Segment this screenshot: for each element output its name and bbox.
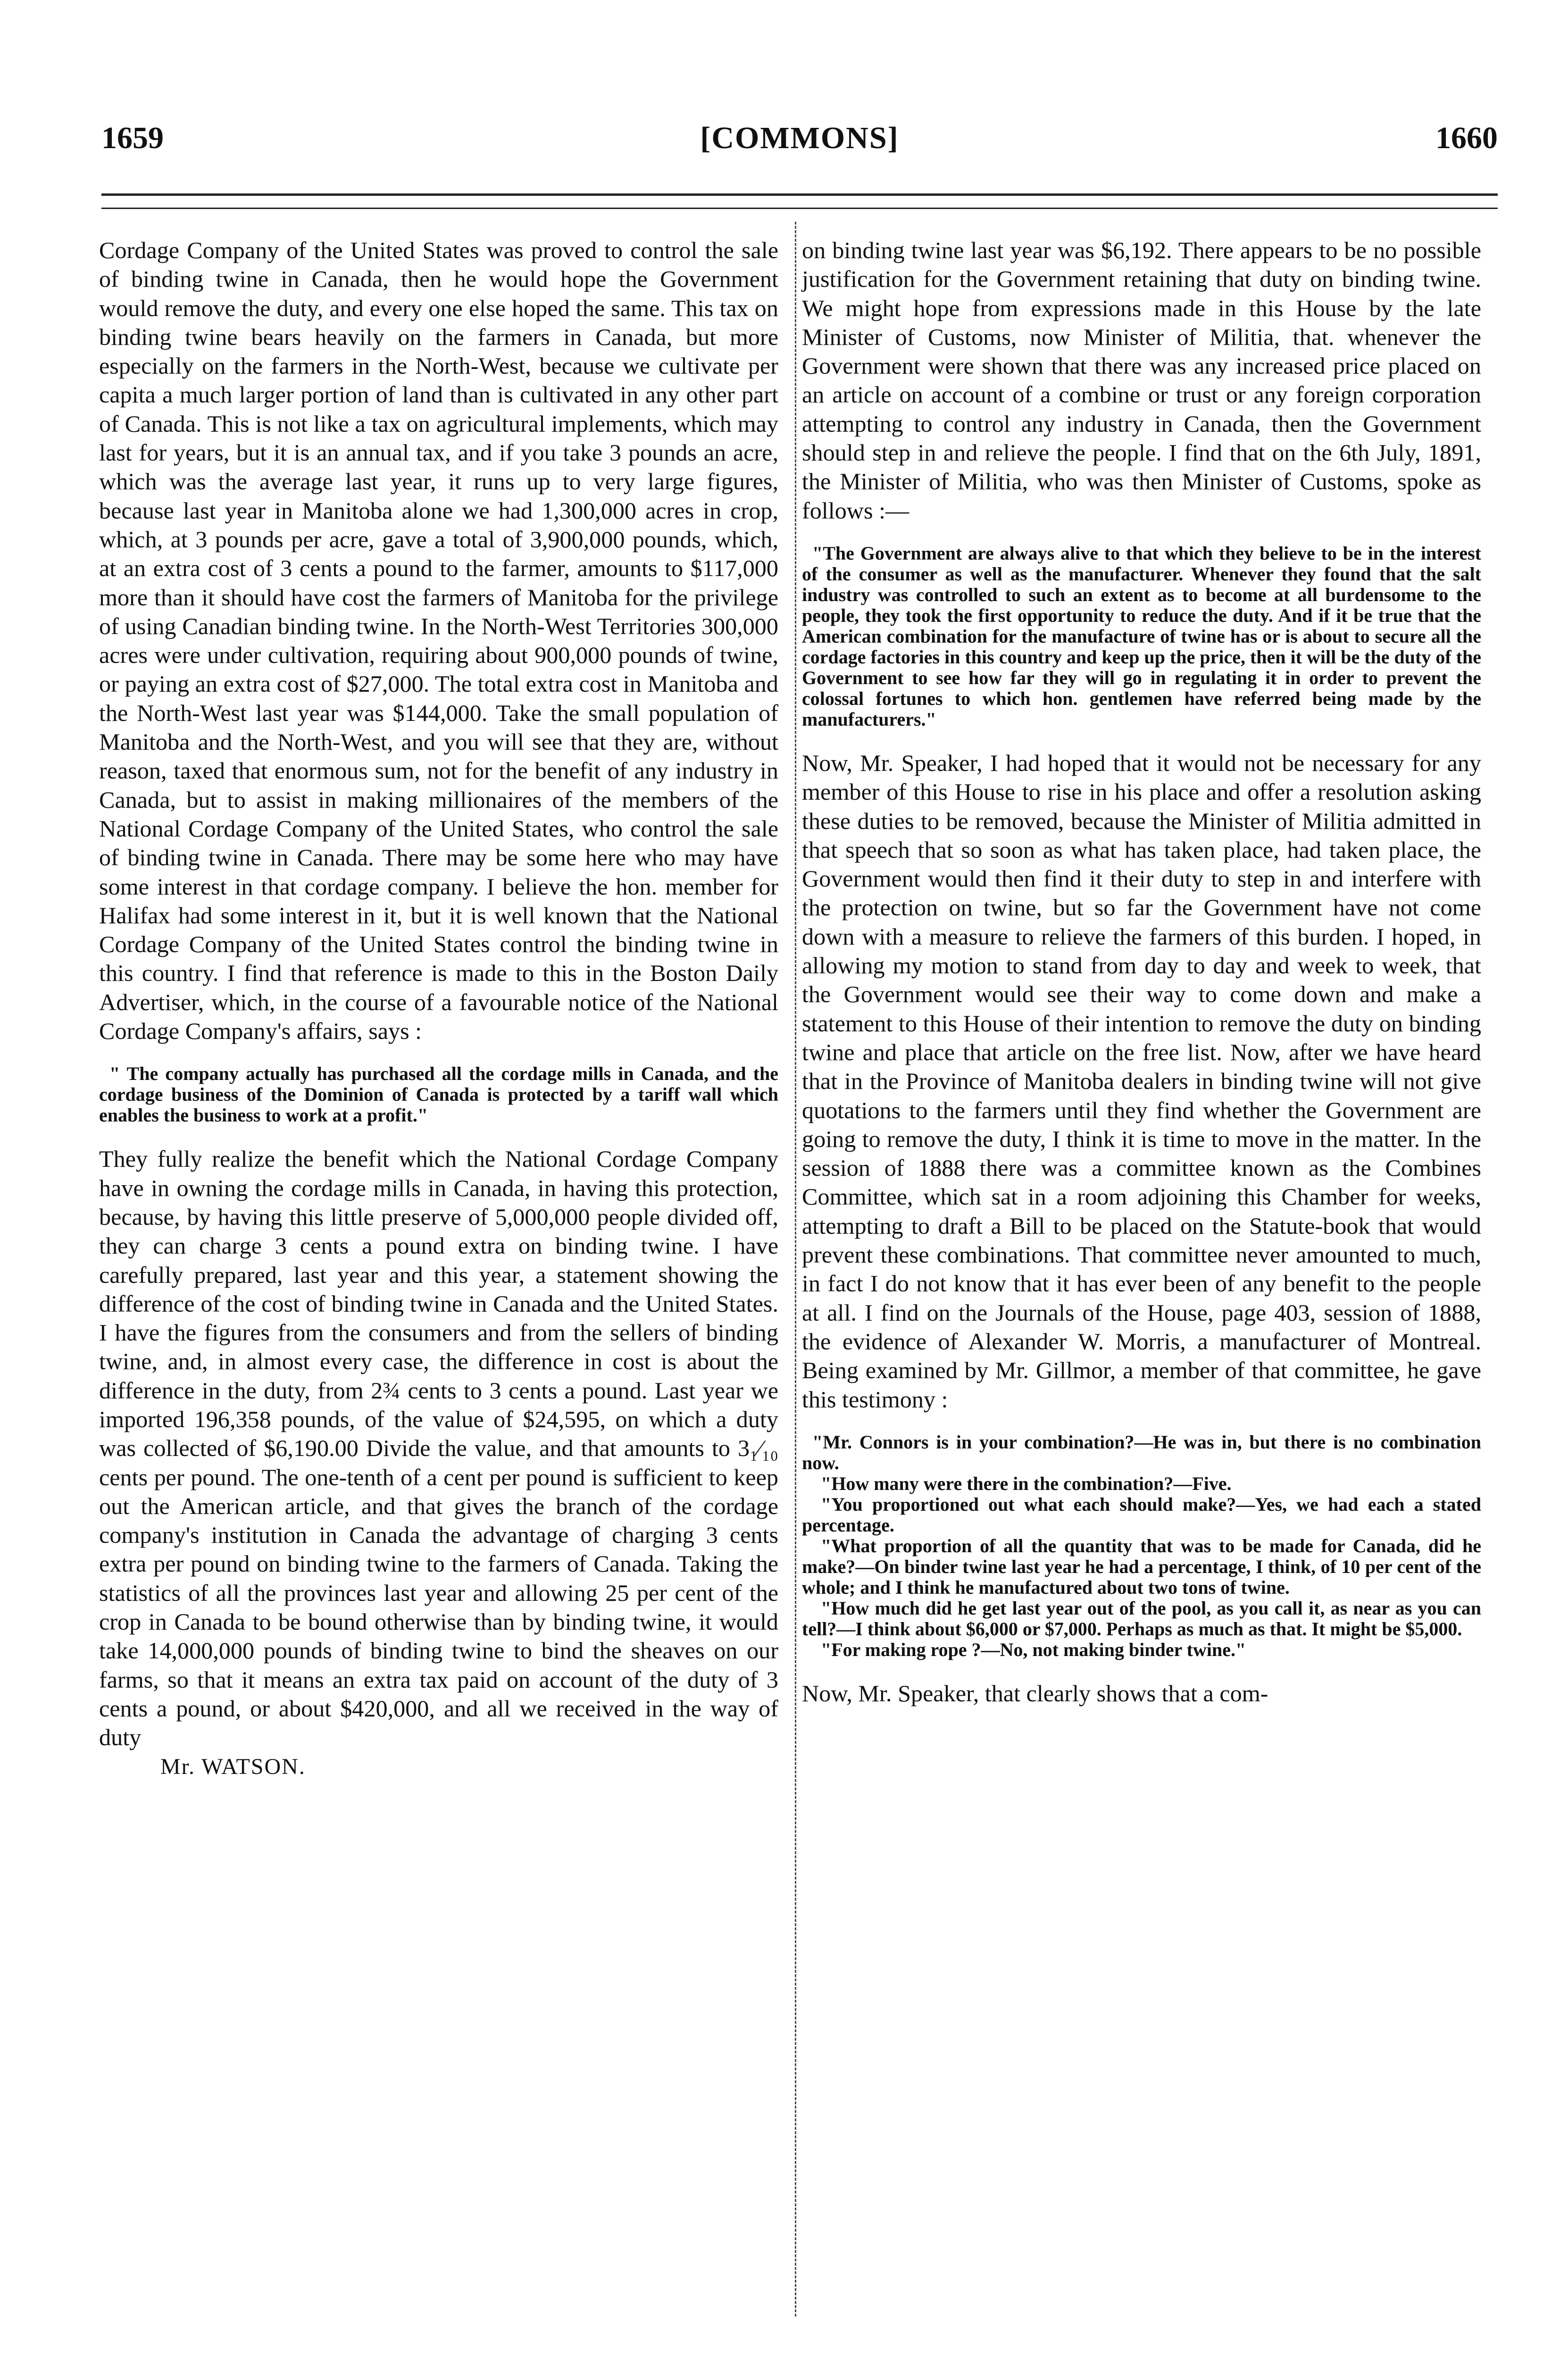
header-rule-thin — [101, 208, 1498, 209]
header-rule-thick — [101, 193, 1498, 196]
page-number-right: 1660 — [1435, 121, 1498, 155]
right-quote-text: "The Government are always alive to that which they believe to be in the interest of the consumer as well as the manufacturer. Whenever they found that the salt industry was controlled to such an extent as to become at all burdensome to the people, they took the first opportunity to reduce the duty. And if it be true that the American combination for the manufacture of twine has or is about to secure all the cordage factories in this country and keep up the price, then it will be the duty of the Government to see how far they will go in regulating it in order to prevent the colossal fortunes to which hon. gentlemen have referred being made by the manufacturers." — [802, 542, 1481, 730]
left-paragraph-1: Cordage Company of the United States was proved to control the sale of binding twine in Canada, then he would hope the Government would remove the duty, and every one else hoped the same. This tax on binding twine bears heavily on the farmers in Canada, but more especially on the farmers in the North-West, because we cultivate per capita a much larger portion of land than is cultivated in any other part of Canada. This is not like a tax on agricultural implements, which may last for years, but it is an annual tax, and if you take 3 pounds an acre, which was the average last year, it runs up to very large figures, because last year in Manitoba alone we had 1,300,000 acres in crop, which, at 3 pounds per acre, gave a total of 3,900,000 pounds, which, at an extra cost of 3 cents a pound to the farmer, amounts to $117,000 more than it should have cost the farmers of Manitoba for the privilege of using Canadian binding twine. In the North-West Territories 300,000 acres were under cultivation, requiring about 900,000 pounds of twine, or paying an extra cost of $27,000. The total extra cost in Manitoba and the North-West last year was $144,000. Take the small population of Manitoba and the North-West, and you will see that they are, without reason, taxed that enormous sum, not for the benefit of any industry in Canada, but to assist in making millionaires of the members of the National Cordage Company of the United States, who control the sale of binding twine in Canada. There may be some here who may have some interest in that cordage company. I believe the hon. member for Halifax had some interest in it, but it is well known that the National Cordage Company of the United States control the binding twine in this country. I find that reference is made to this in the Boston Daily Advertiser, which, in the course of a favourable notice of the National Cordage Company's affairs, says : — [99, 237, 778, 1045]
left-block-quote — [99, 1063, 778, 1126]
page-header — [101, 120, 1498, 172]
speaker-signature: Mr. WATSON. — [160, 1754, 306, 1779]
page-title: [COMMONS] — [700, 121, 899, 155]
left-paragraph-2: They fully realize the benefit which the National Cordage Company have in owning the cordage mills in Canada, in having this protection, because, by having this little preserve of 5,000,000 people divided off, they can charge 3 cents a pound extra on binding twine. I have carefully prepared, last year and this year, a statement showing the difference of the cost of binding twine in Canada and the United States. I have the figures from the consumers and from the sellers of binding twine, and, in almost every case, the difference in cost is about the difference in the duty, from 2¾ cents to 3 cents a pound. Last year we imported 196,358 pounds, of the value of $24,595, on which a duty was collected of $6,190.00 Divide the value, and that amounts to 3₁⁄₁₀ cents per pound. The one-tenth of a cent per pound is sufficient to keep out the American article, and that gives the branch of the cordage company's institution in Canada the advantage of charging 3 cents extra per pound on binding twine to the farmers of Canada. Taking the statistics of all the provinces last year and allowing 25 per cent of the crop in Canada to be bound otherwise than by binding twine, it would take 14,000,000 pounds of binding twine to bind the sheaves on our farms, so that it means an extra tax paid on account of the duty of 3 cents a pound, or about $420,000, and all we received in the way of duty — [99, 1146, 778, 1751]
right-paragraph-3: Now, Mr. Speaker, that clearly shows that a com- — [802, 1680, 1268, 1707]
right-paragraph-2: Now, Mr. Speaker, I had hoped that it would not be necessary for any member of this House to rise in his place and offer a resolution asking these duties to be removed, because the Minister of Militia admitted in that speech that so soon as what has taken place, had taken place, the Government would then find it their duty to step in and interfere with the protection on twine, but so far the Government have not come down with a measure to relieve the farmers of this burden. I hoped, in allowing my motion to stand from day to day and week to week, that the Government would see their way to come down and make a statement to this House of their intention to remove the duty on binding twine and place that article on the free list. Now, after we have heard that in the Province of Manitoba dealers in binding twine will not give quotations to the farmers until they find whether the Government are going to remove the duty, I think it is time to move in the matter. In the session of 1888 there was a committee known as the Combines Committee, which sat in a room adjoining this Chamber for weeks, attempting to draft a Bill to be placed on the Statute-book that would prevent these combinations. That committee never amounted to much, in fact I do not know that it has ever been of any benefit to the people at all. I find on the Journals of the House, page 403, session of 1888, the evidence of Alexander W. Morris, a manufacturer of Montreal. Being examined by Mr. Gillmor, a member of that committee, he gave this testimony : — [802, 749, 1481, 1413]
testimony-line: "You proportioned out what each should make?—Yes, we had each a stated percentage. — [802, 1493, 1481, 1536]
testimony-block — [802, 1432, 1481, 1660]
right-paragraph-1: on binding twine last year was $6,192. There appears to be no possible justification for the Government retaining that duty on binding twine. We might hope from expressions made in this House by the late Minister of Customs, now Minister of Militia, that. whenever the Government were shown that there was any increased price placed on an article on account of a combine or trust or any foreign corporation attempting to control any industry in Canada, then the Government should step in and relieve the people. I find that on the 6th July, 1891, the Minister of Militia, who was then Minister of Customs, spoke as follows :— — [802, 237, 1481, 524]
right-block-quote — [802, 543, 1481, 730]
testimony-line: "How much did he get last year out of the pool, as you call it, as near as you can tell?—I think about $6,000 or $7,000. Perhaps as much as that. It might be $5,000. — [802, 1597, 1481, 1640]
testimony-line: "How many were there in the combination?—Five. — [821, 1472, 1232, 1494]
right-column — [802, 236, 1481, 1708]
testimony-line: "Mr. Connors is in your combination?—He was in, but there is no combination now. — [802, 1431, 1481, 1473]
testimony-line: "For making rope ?—No, not making binder twine." — [821, 1639, 1246, 1660]
testimony-line: "What proportion of all the quantity that was to be made for Canada, did he make?—On binder twine last year he had a percentage, I think, of 10 per cent of the whole; and I think he manufactured about two tons of twine. — [802, 1535, 1481, 1598]
left-column — [99, 236, 778, 1781]
page-number-left: 1659 — [101, 121, 164, 155]
left-quote-text: " The company actually has purchased all the cordage mills in Canada, and the cordage business of the Dominion of Canada is protected by a tariff wall which enables the business to work at a profit." — [99, 1063, 778, 1126]
column-divider — [795, 222, 796, 2317]
